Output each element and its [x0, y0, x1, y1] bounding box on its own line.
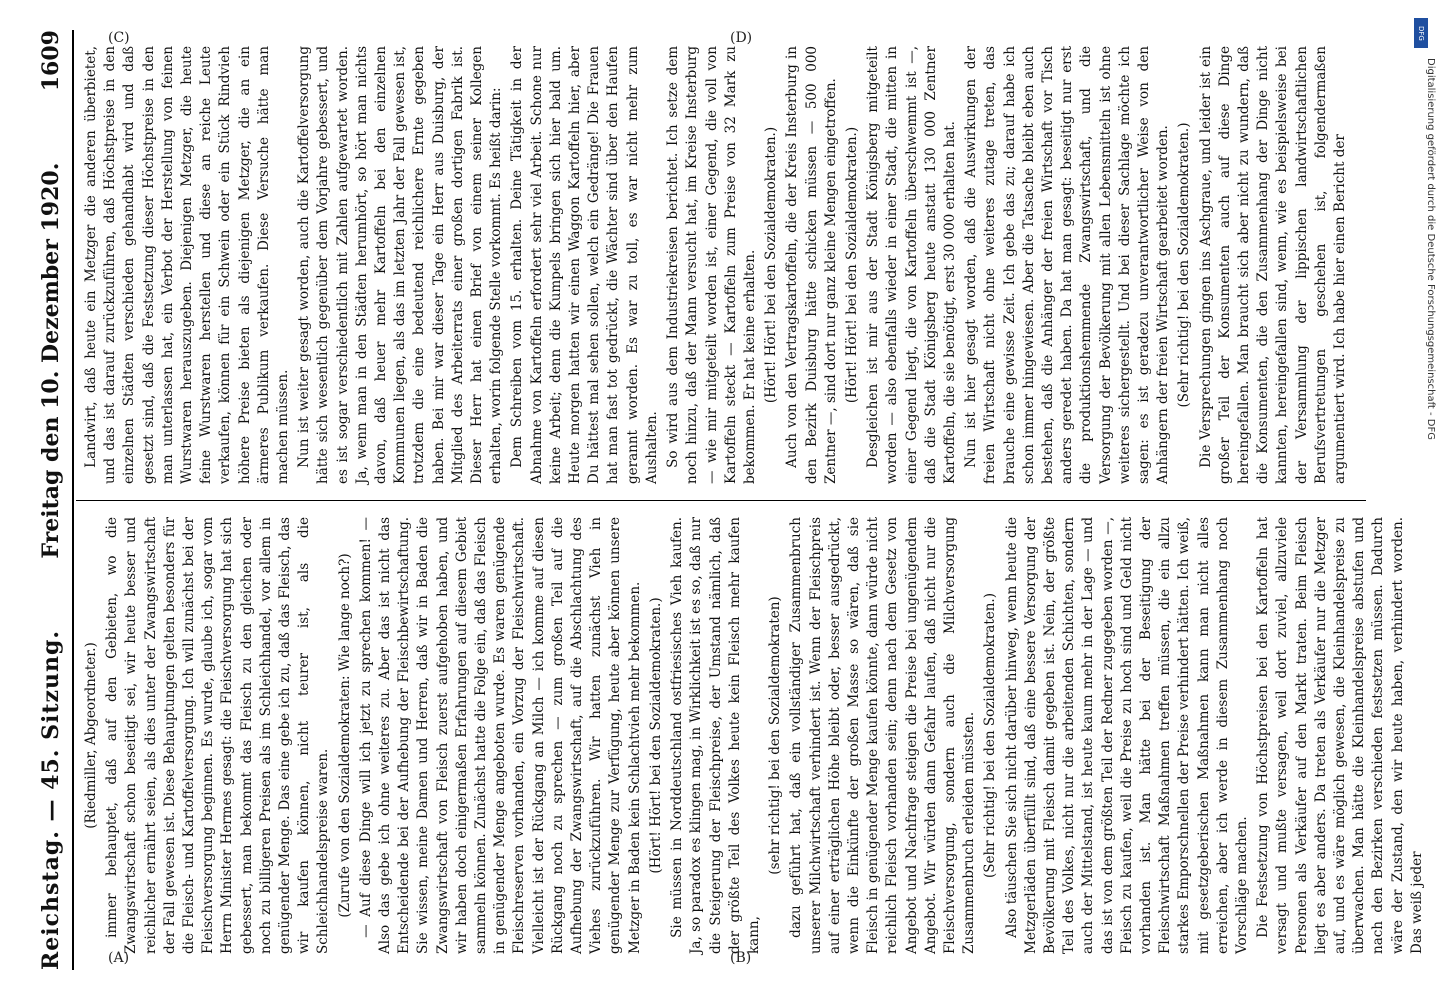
paragraph: Die Versprechungen gingen ins Aschgraue, und leider ist ein großer Teil der Konsumenten auch auf diese Dinge hereingefallen. Man braucht sich aber nicht zu wundern, daß die Konsumenten, die den Zusammenhang der Dinge nicht kannten, hereingefallen sind, wenn, wie es beispielsweise bei der Versammlung der lippischen landwirtschaftlichen Berufsvertretungen geschehen ist, folgendermaßen argumentiert wird. Ich habe hier einen Bericht der [1197, 46, 1348, 484]
paragraph: Sie müssen in Norddeutschland ostfriesisches Vieh kaufen. Ja, so paradox es klingen mag, in Wirklichkeit ist es so, daß nur die Steigerung der Fleischpreise, der Umstand nämlich, daß der größte Teil des Volkes heute kein Fleisch mehr kaufen kann, [669, 517, 762, 954]
margin-letter-a: (A) [108, 950, 130, 966]
margin-letter-c: (C) [108, 30, 130, 46]
paragraph: Nun ist hier gesagt worden, daß die Auswirkungen der freien Wirtschaft nicht ohne weiteres zutage treten, das brauche eine gewisse Zeit. Ich gebe das zu; darauf habe ich schon immer hingewiesen. Aber die Tatsache bleibt eben auch bestehen, daß die Anhänger der freien Wirtschaft vor Tisch anders geredet haben. Da hat man gesagt: beseitigt nur erst die produktionshemmende Zwangswirtschaft, und die Versorgung der Bevölkerung mit allen Lebensmitteln ist ohne weiteres sichergestellt. Und bei dieser Sachlage möchte ich sagen: es ist geradezu unverantwortlicher Weise von den Anhängern der freien Wirtschaft gearbeitet worden. [963, 46, 1172, 484]
watermark-text: Digitalisierung gefördert durch die Deutsche Forschungsgemeinschaft - DFG [1425, 58, 1436, 441]
paragraph: Nun ist weiter gesagt worden, auch die Kartoffelversorgung hätte sich wesentlich gegenüber dem Vorjahre gebessert, und es ist sogar verschiedentlich mit Zahlen aufgewartet worden. Ja, wenn man in den Städten herumhört, so hört man nichts davon, daß heuer mehr Kartoffeln bei den einzelnen Kommunen liegen, als das im letzten Jahr der Fall gewesen ist, trotzdem die eine bedeutend reichlichere Ernte gegeben haben. Bei mir war dieser Tage ein Herr aus Duisburg, der Mitglied des Arbeiterrats einer großen dortigen Fabrik ist. Dieser Herr hat einen Brief von einem seiner Kollegen erhalten, worin folgende Stelle vorkommt. Es heißt darin: [296, 46, 505, 484]
paragraph: Also täuschen Sie sich nicht darüber hinweg, wenn heute die Metzgerläden überfüllt sind, daß eine bessere Versorgung der Bevölkerung mit Fleisch damit gegeben ist. Nein, der größte Teil des Volkes, nicht nur die arbeitenden Schichten, sondern auch der Mittelstand, ist heute kaum mehr in der Lage — und das ist von dem größten Teil der Redner zugegeben worden —, Fleisch zu kaufen, weil die Preise zu hoch sind und Geld nicht vorhanden ist. Man hätte bei der Beseitigung der Fleischwirtschaft Maßnahmen treffen müssen, die ein allzu starkes Emporschnellen der Preise verhindert hätten. Ich weiß, mit gesetzgeberischen Maßnahmen kann man nicht alles erreichen, aber ich werde in diesem Zusammenhang noch Vorschläge machen. [1003, 517, 1250, 954]
paragraph: Landwirt, daß heute ein Metzger die anderen überbietet, und das ist darauf zurückzuführen, daß Höchstpreise in den einzelnen Städten verschieden gehandhabt wird und daß gesetzt sind, daß die Festsetzung dieser Höchstpreise in den man unterlassen hat, ein Verbot der Herstellung von feinen Wurstwaren herauszugeben. Diejenigen Metzger, die heute feine Wurstwaren herstellen und diese an reiche Leute verkaufen, können für ein Schwein oder ein Stück Rindvieh höhere Preise bieten als diejenigen Metzger, die an ein ärmeres Publikum verkaufen. Diese Versuche hätte man machen müssen. [83, 46, 292, 484]
paragraph: (Zurufe von den Sozialdemokraten: Wie lange noch?) [336, 553, 353, 918]
paragraph: dazu geführt hat, daß ein vollständiger Zusammenbruch unserer Milchwirtschaft verhindert ist. Wenn der Fleischpreis auf einer erträglichen Höhe bleibt oder, besser ausgedrückt, wenn die Einkünfte der großen Masse so wären, daß sie Fleisch in genügender Menge kaufen könnte, dann würde nicht reichlich Fleisch vorhanden sein; denn nach dem Gesetz von Angebot und Nachfrage steigen die Preise bei ungenügendem Angebot. Wir würden dann Gefahr laufen, daß nicht nur die Fleischversorgung, sondern auch die Milchversorgung Zusammenbruch erleiden müssten. [788, 517, 978, 954]
left-column [76, 500, 1425, 970]
session-date: Freitag den 10. Dezember 1920. [38, 162, 64, 559]
paragraph: — Auf diese Dinge will ich jetzt zu sprechen kommen! — Also das gebe ich ohne weiteres zu. Aber das ist nicht das Entscheidende bei der Aufhebung der Fleischbewirtschaftung. Sie wissen, meine Damen und Herren, daß wir in Baden die Zwangswirtschaft von Fleisch zuerst aufgehoben haben, und wir haben doch einigermaßen Erfahrungen auf diesem Gebiet sammeln können. Zunächst hatte die Folge ein, daß das Fleisch in genügender Menge angeboten wurde. Es waren genügende Fleischreserven vorhanden, ein Vorzug der Fleischwirtschaft. Vielleicht ist der Rückgang an Milch — ich komme auf diesen Rückgang noch zu sprechen — zum großen Teil auf die Aufhebung der Zwangswirtschaft, auf die Abschlachtung des Viehes zurückzuführen. Wir hatten zunächst Vieh in genügender Menge zur Verfügung, heute aber können unsere Metzger in Baden kein Schlachtvieh mehr bekommen. [357, 517, 643, 954]
paragraph: immer behauptet, daß auf den Gebieten, wo die Zwangswirtschaft schon beseitigt sei, wir heute besser und reichlicher ernährt seien, als dies unter der Zwangswirtschaft der Fall gewesen ist. Diese Behauptungen gelten besonders für die Fleisch- und Kartoffelversorgung. Ich will zunächst bei der Fleischversorgung beginnen. Es wurde, glaube ich, sogar vom Herrn Minister Hermes gesagt: die Fleischversorgung hat sich gebessert, man bekommt das Fleisch zu den gleichen oder noch zu billigeren Preisen als im Schleichhandel, vor allem in genügender Menge. Das eine gebe ich zu, daß das Fleisch, das wir kaufen können, nicht teurer ist, als die Schleichhandelspreise waren. [104, 517, 332, 954]
paragraph: (sehr richtig! bei den Sozialdemokraten) [767, 596, 784, 875]
paragraph: (Sehr richtig! bei den Sozialdemokraten.) [982, 593, 999, 879]
right-column [76, 30, 1366, 500]
paragraph: (Hört! Hört! bei den Sozialdemokraten.) [843, 126, 860, 404]
paragraph: (Sehr richtig! bei den Sozialdemokraten.) [1176, 122, 1193, 408]
paragraph: Dem Schreiben vom 15. erhalten. Deine Tätigkeit in der Abnahme von Kartoffeln erfordert sehr viel Arbeit. Schone nur keine Arbeit; denn die Kumpels bringen sich hier bald um. Heute morgen hatten wir einen Waggon Kartoffeln hier, aber Du hättest mal sehen sollen, welch ein Gedränge! Die Frauen hat man fast tot gedrückt, die Wächter sind über den Haufen gerannt worden. Es war zu toll, es war nicht mehr zum Aushalten. [509, 46, 660, 484]
paragraph: Desgleichen ist mir aus der Stadt Königsberg mitgeteilt worden — also ebenfalls wieder in einer Stadt, die mitten in einer Gegend liegt, die von Kartoffeln überschwemmt ist —, daß die Stadt Königsberg heute anstatt 130 000 Zentner Kartoffeln, die sie benötigt, erst 30 000 erhalten hat. [865, 46, 958, 484]
margin-letter-d: (D) [730, 30, 753, 46]
page-number: 1609 [38, 30, 64, 92]
paragraph: So wird aus dem Industriekreisen berichtet. Ich setze dem noch hinzu, daß der Mann versucht hat, im Kreise Insterburg — wie mir mitgeteilt worden ist, einer Gegend, die voll von Kartoffeln steckt — Kartoffeln zum Preise von 32 Mark zu bekommen. Er hat keine erhalten. [665, 46, 758, 484]
digitization-watermark [1412, 10, 1436, 610]
paragraph: (Hört! Hört! bei den Sozialdemokraten.) [647, 597, 664, 874]
dfg-logo: DFG [1414, 18, 1428, 48]
page-header [30, 30, 74, 970]
paragraph: Auch von den Vertragskartoffeln, die der Kreis Insterburg in den Bezirk Duisburg hätte schicken müssen — 500 000 Zentner —, sind dort nur ganz kleine Mengen eingetroffen. [784, 46, 839, 484]
paragraph: Die Festsetzung von Höchstpreisen bei den Kartoffeln hat versagt und mußte versagen, weil dort zuviel, allzuviele Personen als Verkäufer auf den Markt traten. Beim Fleisch liegt es aber anders. Da treten als Verkäufer nur die Metzger auf, und es wäre möglich gewesen, die Kleinhandelspreise zu überwachen. Man hätte die Kleinhandelspreise abstufen und nach den Bezirken verschieden festsetzen müssen. Dadurch wäre der Zustand, den wir heute haben, verhindert worden. Das weiß jeder [1255, 517, 1425, 954]
paragraph: (Riedmiller, Abgeordneter.) [83, 642, 99, 829]
session-title: Reichstag. — 45. Sitzung. [38, 629, 64, 970]
paragraph: (Hört! Hört! bei den Sozialdemokraten.) [763, 126, 780, 404]
margin-letter-b: (B) [730, 950, 752, 966]
